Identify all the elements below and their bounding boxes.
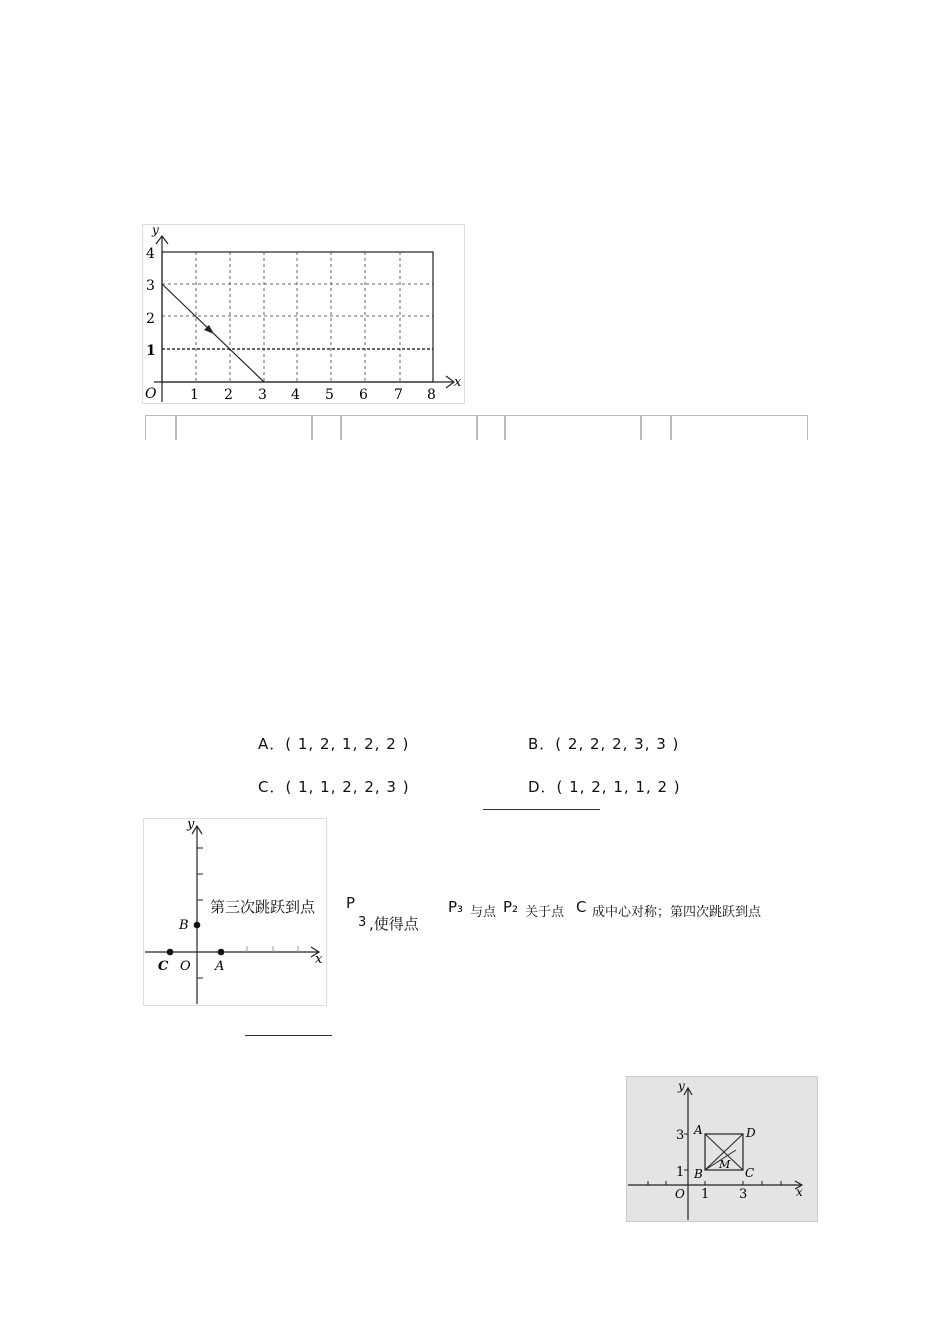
point-b-label: B — [694, 1167, 703, 1181]
point-d-label: D — [746, 1126, 756, 1140]
x-axis-label: x — [796, 1185, 803, 1199]
x-tick-1: 1 — [190, 387, 199, 403]
origin-label: O — [180, 959, 191, 974]
point-c-label: C — [745, 1166, 755, 1180]
table-cell — [476, 415, 506, 440]
x-tick-7: 7 — [394, 387, 403, 403]
x-tick-3: 3 — [739, 1187, 748, 1202]
x-tick-4: 4 — [291, 387, 300, 403]
point-c-label: C — [158, 959, 169, 974]
option-c: C．( 1, 1, 2, 2, 3 ) — [258, 778, 410, 796]
y-tick-2: 2 — [146, 311, 155, 327]
y-axis-label: y — [678, 1079, 685, 1093]
y-axis-label: y — [187, 818, 195, 832]
jump-text-part1: 第三次跳跃到点 — [210, 898, 316, 916]
grid-line-diagram — [142, 224, 465, 404]
y-tick-4: 4 — [146, 246, 155, 262]
table-cell — [145, 415, 177, 440]
point-b-label: B — [179, 918, 189, 933]
table-cell — [311, 415, 342, 440]
y-tick-3: 3 — [676, 1128, 685, 1143]
y-tick-1: 1 — [146, 343, 156, 359]
table-cell — [340, 415, 478, 440]
origin-label: O — [145, 386, 157, 402]
jump-text-p: P — [346, 894, 356, 912]
jump-text-p2: P₂ — [503, 898, 519, 916]
jump-text-part3: 成中心对称；第四次跳跃到点 — [592, 905, 762, 920]
x-tick-2: 2 — [224, 387, 233, 403]
table-cell — [640, 415, 672, 440]
x-tick-8: 8 — [427, 387, 436, 403]
origin-label: O — [675, 1187, 685, 1201]
square-diagram — [626, 1076, 818, 1222]
figure-square — [626, 1076, 818, 1222]
jump-text-guanyu: 关于点 — [525, 905, 565, 920]
x-axis-label: x — [315, 952, 323, 967]
x-tick-5: 5 — [325, 387, 334, 403]
jump-text-sub3: 3 — [358, 915, 367, 930]
point-a-label: A — [694, 1123, 703, 1137]
y-tick-1: 1 — [676, 1165, 685, 1180]
option-a: A．( 1, 2, 1, 2, 2 ) — [258, 735, 410, 753]
x-tick-6: 6 — [359, 387, 368, 403]
y-axis-label: y — [152, 224, 159, 237]
table-cell — [175, 415, 313, 440]
y-tick-3: 3 — [146, 278, 155, 294]
x-axis-label: x — [454, 375, 462, 390]
table-cell — [504, 415, 642, 440]
x-tick-3: 3 — [258, 387, 267, 403]
point-a-label: A — [215, 959, 225, 974]
jump-text-part2: ,使得点 — [369, 915, 419, 933]
option-b: B．( 2, 2, 2, 3, 3 ) — [528, 735, 680, 753]
figure-grid-line — [142, 224, 465, 404]
jump-text-p3: P₃ — [448, 898, 464, 916]
jump-text-yu: 与点 — [470, 905, 497, 920]
table-cell — [670, 415, 808, 440]
x-tick-1: 1 — [701, 1187, 710, 1202]
answer-blank-line-2 — [245, 1035, 332, 1036]
point-m-label: M — [719, 1158, 731, 1171]
answer-blank-line — [483, 809, 600, 810]
option-d: D．( 1, 2, 1, 1, 2 ) — [528, 778, 681, 796]
jump-text-c: C — [576, 898, 587, 916]
